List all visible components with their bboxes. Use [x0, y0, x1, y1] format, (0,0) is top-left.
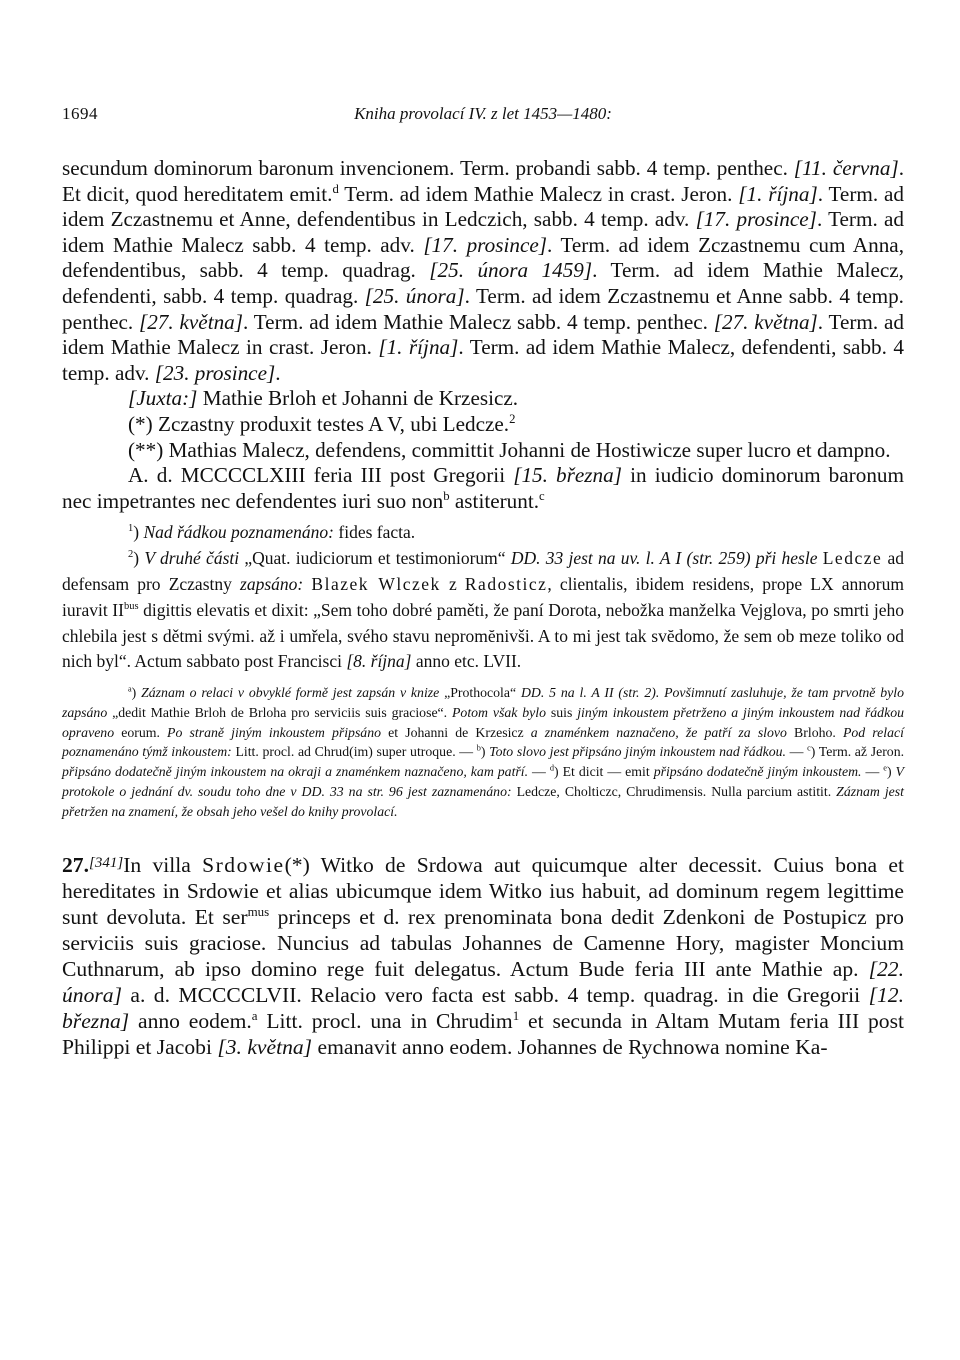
text-run: „Quat. iudiciorum et testimoniorum“: [239, 548, 511, 569]
text-run: A. d. MCCCCLXIII feria III post Gregorii: [128, 463, 514, 488]
text-run: ): [133, 548, 145, 569]
text-run: eorum.: [114, 724, 168, 740]
page-number: 1694: [62, 104, 98, 123]
date-bracket: [11. června]: [793, 156, 899, 180]
footnote-mark: a: [251, 1007, 258, 1023]
text-run: Litt. procl. ad Chrud(im) super utroque. —: [231, 744, 477, 760]
text-run: et secunda in Altam Mutam feria III post Philippi et Jacobi: [62, 1008, 904, 1059]
text-run: princeps et d. rex prenominata bona dedit Zdenkoni de Postupicz pro serviciis suis graciose. Nuncius ad tabulas Johannes de Camenne Hory, magister Moncium Cuthnarum, ab ipso domino rege fuit delegatus. Actum Bude feria III ante Mathie ap.: [62, 904, 904, 981]
apparatus-mark: d: [549, 763, 554, 773]
source-reference: [341]: [89, 854, 124, 871]
apparatus-paragraph: [62, 683, 904, 822]
date-bracket: [25. února 1459]: [429, 258, 593, 283]
date-bracket: [27. května]: [138, 309, 244, 334]
editorial-text: Potom však bylo: [452, 704, 547, 720]
apparatus-mark: b: [476, 743, 481, 753]
text-run: anno eodem.: [129, 1008, 252, 1033]
date-bracket: [3. května]: [217, 1034, 313, 1059]
text-run: Term. až Jeron.: [818, 744, 905, 760]
superscript-text: bus: [123, 600, 139, 612]
text-run: et Johanni de Krzesicz: [381, 724, 531, 740]
paragraph-witnesses: [62, 412, 904, 438]
text-run: . Term. ad idem Mathie Malecz sabb. 4 temp. adv.: [62, 207, 904, 257]
date-bracket: [17. prosince]: [423, 232, 547, 257]
text-run: secundum dominorum baronum invencionem. Term. probandi sabb. 4 temp. penthec.: [62, 156, 794, 180]
text-run: z: [440, 573, 465, 594]
paragraph-session: [62, 463, 904, 514]
text-run: in iudicio dominorum baronum nec impetrantes nec defendentes iuri suo non: [62, 463, 904, 513]
footnote-mark: b: [443, 488, 450, 503]
footnote-1: [62, 520, 904, 546]
apparatus-mark: e: [883, 763, 887, 773]
text-run: ): [810, 744, 819, 760]
text-run: digittis elevatis et dixit: „Sem toho dobré paměti, že paní Dorota, nebožka manželka Vejglova, po smrti jeho chlebila jest s dětmi svými. až i umřela, svého stavu nepromĕnivši. A to mi jest tak svĕdomo, že sem ob meze toliko od nich byl“. Actum sabbato post Francisci: [62, 599, 904, 672]
editorial-text: Záznam jest přetržen na znamení, že obsah jeho vešel do knihy provolací.: [62, 784, 904, 819]
editorial-text: Pod relací poznamenáno týmž inkoustem:: [62, 724, 904, 760]
text-run: ): [886, 764, 896, 780]
text-run: „Prothocola“: [439, 685, 521, 701]
date-bracket: [23. prosince]: [154, 360, 276, 385]
editorial-text: jiným inkoustem přetrženo a jiným inkoustem nad řádkou opraveno: [62, 704, 904, 740]
text-run: fides facta.: [334, 522, 416, 543]
text-run: Ledcze, Cholticzc, Chrudimensis. Nulla parcium astitit.: [511, 784, 837, 800]
editorial-text: DD. 33 jest na uv. l. A I (str. 259) při hesle: [510, 548, 818, 569]
text-run: a. d. MCCCCLVII. Relacio vero facta est sabb. 4 temp. quadrag. in die Gregorii: [122, 982, 869, 1007]
spaced-name: Blazek Wlczek: [311, 573, 441, 594]
editorial-text: Nad řádkou poznamenáno:: [143, 522, 334, 543]
text-run: (*) Witko de Srdowa aut quicumque alter decessit. Cuius bona et hereditates in Srdowie et alias ubicumque idem Witko ius habuit, ad dominum regem legittime sunt devoluta. Et ser: [62, 852, 904, 929]
superscript-text: mus: [247, 903, 270, 919]
date-bracket: [17. prosince]: [695, 207, 817, 232]
footnote-2: [62, 546, 904, 675]
text-run: . Term. ad idem Zczastnemu et Anne, defendentibus in Ledczich, sabb. 4 temp. adv.: [62, 181, 904, 232]
critical-apparatus: [62, 683, 904, 822]
text-run: ): [554, 764, 563, 780]
document-page: [62, 96, 904, 1060]
editorial-text: Záznam o relaci v obvyklé formě jest zapsán v knize: [141, 685, 440, 701]
text-run: , clientalis, ibidem residens, prope LX annorum iuravit II: [62, 573, 904, 620]
paragraph-commission: (**) Mathias Malecz, defendens, committit Johanni de Hostiwicze super lucro et dampno.: [128, 437, 891, 462]
text-run: ): [133, 522, 144, 543]
text-run: —: [785, 744, 808, 760]
text-run: . Term. ad idem Mathie Malecz sabb. 4 temp. penthec.: [243, 309, 714, 334]
apparatus-mark: c: [807, 743, 811, 753]
date-bracket: [15. března]: [513, 463, 622, 488]
editorial-text: DD. 5 na l. A II (str. 2). Povšimnutí zasluhuje, že tam prvotně bylo zapsáno: [62, 685, 905, 720]
spaced-name: Srdowie: [202, 852, 285, 877]
date-bracket: [25. února]: [364, 283, 465, 308]
date-bracket: [8. října]: [346, 651, 412, 672]
editorial-text: připsáno dodatečně jiným inkoustem.: [653, 764, 862, 780]
text-run: . Term. ad idem Mathie Malecz, defendenti, sabb. 4 temp. adv.: [62, 335, 904, 385]
text-run: suis: [546, 704, 578, 720]
text-run: —: [861, 764, 884, 780]
spaced-name: Ledcze: [822, 548, 883, 569]
text-run: Brloho.: [786, 724, 843, 740]
editorial-text: připsáno dodatečně jiným inkoustem na okraji a znaménkem naznačeno, kam patří.: [62, 764, 529, 780]
editorial-text: V druhé části: [144, 548, 240, 569]
editorial-text: zapsáno:: [240, 573, 304, 594]
text-run: „dedit Mathie Brloh de Brloha pro serviciis suis graciose“.: [107, 704, 452, 720]
footnote-mark: d: [332, 181, 339, 196]
text-run: . Et dicit, quod hereditatem emit.: [62, 156, 904, 206]
text-run: In villa: [123, 852, 203, 877]
text-run: . Term. ad idem Zczastnemu et Anne sabb. 4 temp. penthec.: [62, 283, 904, 334]
footnote-mark: 2: [509, 411, 516, 426]
text-run: . Term. ad idem Mathie Malecz in crast. Jeron.: [62, 309, 904, 360]
text-run: emanavit anno eodem. Johannes de Rychnowa nomine Ka-: [312, 1034, 828, 1059]
page-header: [62, 96, 904, 126]
text-run: ad defensam pro Zczastny: [62, 548, 905, 594]
footnote-number: 2: [128, 549, 134, 561]
text-run: . Term. ad idem Zczastnemu cum Anna, defendentibus, sabb. 4 temp. quadrag.: [62, 232, 904, 283]
editorial-text: Po straně jiným inkoustem připsáno: [167, 724, 382, 740]
entry-number: 27.: [62, 852, 89, 877]
paragraph-juxta: [62, 386, 904, 412]
footnotes: [62, 520, 904, 675]
editorial-text: V protokole o jednání dv. soudu toho dne v DD. 33 na str. 96 jest zaznamenáno:: [62, 764, 904, 800]
editorial-text: a znaménkem naznačeno, že patří za slovo: [530, 724, 787, 740]
text-run: Litt. procl. una in Chrudim: [257, 1008, 513, 1033]
text-run: ): [131, 685, 142, 701]
juxta-label: [Juxta:]: [128, 386, 198, 411]
text-run: (*) Zczastny produxit testes A V, ubi Ledcze.: [128, 411, 510, 436]
text-run: Mathie Brloh et Johanni de Krzesicz.: [197, 386, 519, 411]
text-run: Term. ad idem Mathie Malecz in crast. Jeron.: [338, 181, 739, 206]
date-bracket: [27. května]: [713, 309, 818, 334]
text-run: Et dicit — emit: [562, 764, 654, 780]
entry-paragraph: [62, 850, 904, 1060]
date-bracket: [1. října]: [378, 335, 459, 360]
text-run: anno etc. LVII.: [411, 651, 522, 672]
paragraph-terms: [62, 156, 904, 386]
entry-27: [62, 850, 904, 1060]
editorial-text: Toto slovo jest připsáno jiným inkoustem nad řádkou.: [489, 744, 786, 760]
main-text: [62, 156, 904, 514]
date-bracket: [12. března]: [62, 982, 904, 1033]
text-run: .: [275, 360, 281, 385]
text-run: astiterunt.: [449, 488, 540, 513]
date-bracket: [22. února]: [62, 956, 904, 1007]
running-title: Kniha provolací IV. z let 1453—1480:: [354, 104, 612, 123]
footnote-number: 1: [128, 523, 134, 535]
date-bracket: [1. října]: [738, 181, 818, 206]
footnote-mark: c: [539, 488, 545, 503]
text-run: . Term. ad idem Mathie Malecz, defendenti, sabb. 4 temp. quadrag.: [62, 258, 904, 308]
apparatus-mark: a: [128, 684, 132, 694]
text-run: —: [528, 764, 550, 780]
footnote-mark: 1: [512, 1007, 520, 1023]
text-run: ): [480, 744, 490, 760]
spaced-name: Radosticz: [464, 573, 548, 594]
